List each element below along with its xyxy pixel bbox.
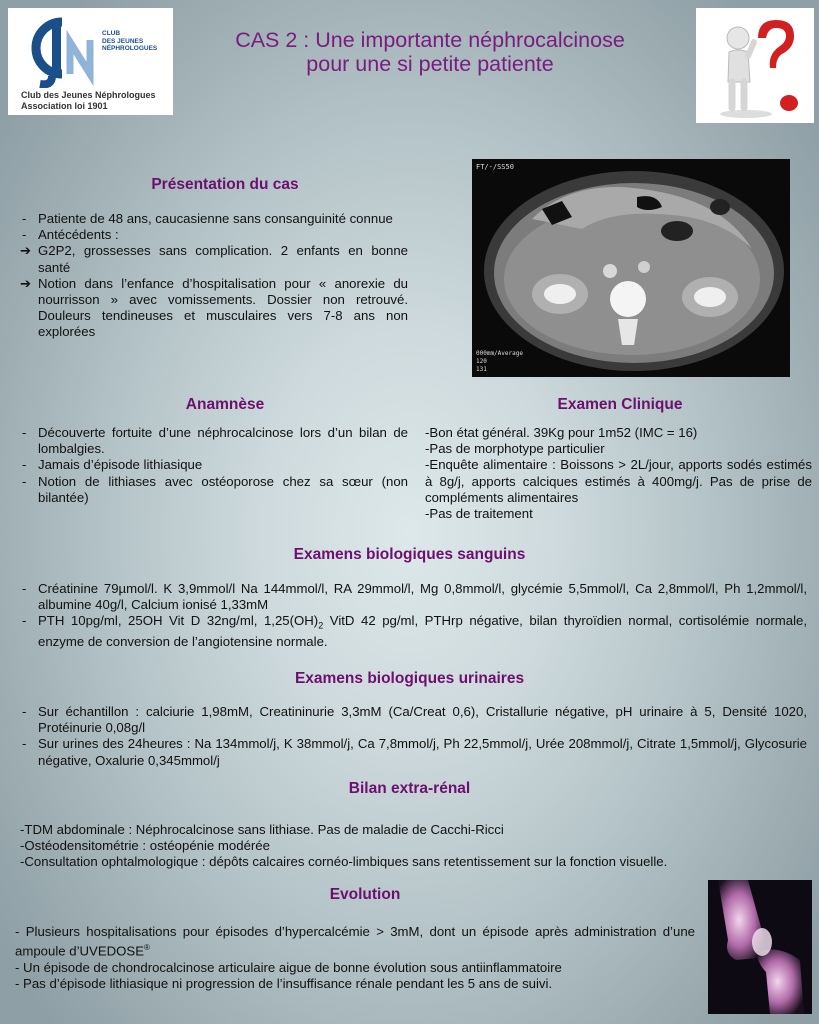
bio-sanguins-text-b: VitD 42 pg/ml, PTHrp négative, bilan thyroïdien normal, cortisolémie normale, enzyme de conversion de l’angiotensine normale. <box>38 613 808 650</box>
bio-urinaires-heading: Examens biologiques urinaires <box>294 670 525 687</box>
bio-sanguins-heading: Examens biologiques sanguins <box>293 546 526 563</box>
arrow-right-icon: ➔ <box>20 275 32 291</box>
anamnese-section <box>20 425 408 506</box>
anamnese-item: - Notion de lithiases avec ostéoporose chez sa sœur (non bilantée) <box>20 474 408 506</box>
anamnese-item: - Jamais d’épisode lithiasique <box>20 457 408 473</box>
evolution-section <box>15 924 695 992</box>
presentation-item: - Patiente de 48 ans, caucasienne sans consanguinité connue <box>20 211 408 227</box>
title-line-1: CAS 2 : Une importante néphrocalcinose <box>235 28 625 52</box>
clinique-line: -Bon état général. 39Kg pour 1m52 (IMC = 16) <box>425 425 698 440</box>
arrow-right-icon: ➔ <box>20 243 32 259</box>
bio-urinaires-item: - Sur échantillon : calciurie 1,98mM, Creatininurie 3,3mM (Ca/Creat 0,6), Cristallurie négative, pH urinaire à 5, Densité 1020, Protéinurie 0,08g/l <box>20 704 807 736</box>
bio-urinaires-section <box>20 704 807 769</box>
presentation-item: - Antécédents : <box>20 227 408 243</box>
bio-sanguins-section <box>20 581 807 650</box>
evolution-line-text: - Plusieurs hospitalisations pour épisodes d’hypercalcémie > 3mM, dont un épisode après administration d’une ampoule d’UVEDOSE <box>15 924 695 959</box>
bio-sanguins-sub: 2 <box>318 621 324 632</box>
registered-mark: ® <box>144 943 150 953</box>
presentation-section <box>20 211 408 341</box>
logo <box>8 8 173 115</box>
logo-small-line-1: CLUB <box>102 30 121 37</box>
bilan-heading: Bilan extra-rénal <box>348 780 471 797</box>
logo-name: Club des Jeunes Néphrologues <box>21 90 156 100</box>
evolution-line: - Pas d’épisode lithiasique ni progression de l’insuffisance rénale pendant les 5 ans de suivi. <box>15 976 553 991</box>
bilan-section <box>20 822 810 871</box>
clinique-line: -Pas de traitement <box>425 506 533 522</box>
poster-title <box>180 28 680 76</box>
title-line-2: pour une si petite patiente <box>306 52 554 76</box>
evolution-heading: Evolution <box>329 886 401 903</box>
evolution-line: - Un épisode de chondrocalcinose articulaire aigue de bonne évolution sous antiinflammatoire <box>15 959 562 975</box>
presentation-heading: Présentation du cas <box>151 176 299 193</box>
bio-sanguins-text-a: PTH 10pg/ml, 25OH Vit D 32ng/ml, 1,25(OH) <box>38 613 319 629</box>
presentation-arrow-text: Notion dans l’enfance d’hospitalisation pour « anorexie du nourrisson » avec vomissements. Dossier non retrouvé. Douleurs tendineuses et musculaires vers 7-8 ans non explorées <box>38 275 408 340</box>
bilan-line: -Consultation ophtalmologique : dépôts calcaires cornéo-limbiques sans retentissement sur la fonction visuelle. <box>20 854 668 870</box>
examen-clinique-heading: Examen Clinique <box>557 396 683 413</box>
ct-label-bottom-1: 000mm/Average <box>476 350 523 357</box>
question-figure-icon <box>696 8 814 123</box>
logo-small-line-2: DES JEUNES <box>102 37 144 45</box>
bilan-line: -TDM abdominale : Néphrocalcinose sans lithiase. Pas de maladie de Cacchi-Ricci <box>20 822 504 837</box>
logo-association: Association loi 1901 <box>21 101 108 111</box>
clinique-line: -Pas de morphotype particulier <box>425 441 605 457</box>
anamnese-heading: Anamnèse <box>185 396 265 413</box>
cjn-logo-mark <box>18 12 106 88</box>
examen-clinique-section <box>425 425 812 522</box>
presentation-arrow-item <box>20 243 408 275</box>
bio-sanguins-item: - Créatinine 79µmol/l. K 3,9mmol/l Na 144mmol/l, RA 29mmol/l, Mg 0,8mmol/l, glycémie 5,5mmol/l, Ca 2,8mmol/l, Ph 1,2mmol/l, albumine 40g/l, Calcium ionisé 1,33mM <box>20 581 807 613</box>
ct-label-top: FT/-/SS50 <box>476 163 514 171</box>
ct-scan-image <box>472 159 790 377</box>
bilan-line: -Ostéodensitométrie : ostéopénie modérée <box>20 838 270 854</box>
ct-label-bottom-3: 131 <box>476 366 487 373</box>
ct-label-bottom-2: 120 <box>476 358 487 365</box>
anamnese-item: - Découverte fortuite d’une néphrocalcinose lors d’un bilan de lombalgies. <box>20 425 408 457</box>
presentation-arrow-item <box>20 276 408 341</box>
bio-urinaires-item: - Sur urines des 24heures : Na 134mmol/j, K 38mmol/j, Ca 7,8mmol/j, Ph 22,5mmol/j, Urée 208mmol/j, Citrate 1,5mmol/j, Glycosurie négative, Oxalurie 0,345mmol/j <box>20 736 807 768</box>
evolution-line <box>15 924 695 960</box>
bio-sanguins-item <box>20 613 807 650</box>
presentation-arrow-text: G2P2, grossesses sans complication. 2 enfants en bonne santé <box>38 243 408 275</box>
knee-xray-image <box>708 880 812 1014</box>
logo-small-line-3: NÉPHROLOGUES <box>102 45 158 53</box>
clinique-line: -Enquête alimentaire : Boissons > 2L/jour, apports sodés estimés à 8g/j, apports calciques estimés à 400mg/j. Pas de prise de compléments alimentaires <box>425 457 812 505</box>
